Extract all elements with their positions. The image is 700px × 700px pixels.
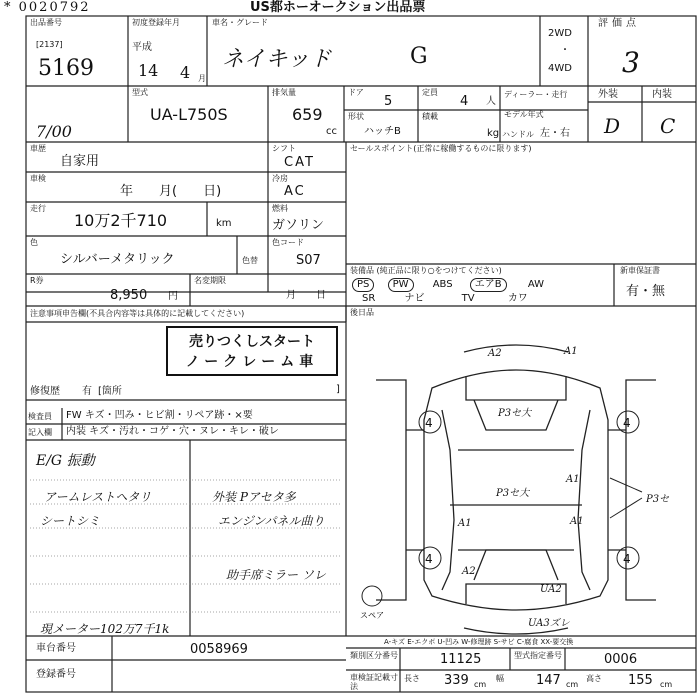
- doors-label: ドア: [348, 88, 364, 97]
- warranty-value: 有・無: [626, 284, 666, 299]
- length-unit: cm: [474, 680, 487, 689]
- hand-note-panel: エンジンパネル曲り: [218, 514, 325, 528]
- seats-label: 定員: [422, 88, 438, 97]
- repair-label: 修復歴: [30, 386, 60, 397]
- color-change-label: 色替: [242, 256, 258, 265]
- handwritten-scribble: 7/00: [36, 122, 72, 141]
- after-items-label: 後日品: [350, 308, 374, 317]
- aircon-label: 冷房: [272, 174, 288, 183]
- shape-label: 形状: [348, 112, 364, 121]
- type-label: 型式: [132, 88, 148, 97]
- width-value: 147: [536, 673, 561, 688]
- fuel-label: 燃料: [272, 204, 288, 213]
- mark-right-a1: A1: [566, 474, 580, 485]
- tire-front-right: 4: [623, 416, 631, 430]
- stamp-line1: 売りつくしスタート: [189, 334, 315, 350]
- recycle-value: 8,950: [110, 288, 148, 303]
- shape-value: ハッチB: [364, 126, 401, 137]
- displacement-value: 659: [292, 105, 323, 124]
- first-reg-month: 4: [180, 63, 191, 82]
- mark-roof-p3: P3セ大: [496, 488, 530, 499]
- exterior-value: D: [604, 114, 621, 138]
- interior-value: C: [660, 114, 676, 138]
- damage-legend: A-キズ E-エクボ U-凹み W-修理跡 S-サビ C-腐食 XX-要交換: [384, 638, 574, 646]
- drive-4wd: 4WD: [548, 63, 572, 74]
- load-unit: kg: [487, 128, 500, 139]
- first-reg-era: 平成: [132, 42, 152, 53]
- equip-aw: AW: [527, 279, 544, 290]
- seats-value: 4: [460, 94, 469, 109]
- equip-abs: ABS: [432, 279, 453, 290]
- mileage-label: 走行: [30, 204, 46, 213]
- equip-tv: TV: [461, 293, 475, 304]
- equip-airbag: エアB: [470, 278, 507, 292]
- height-unit: cm: [660, 680, 673, 689]
- model-cert-value: 0006: [604, 652, 638, 667]
- tire-rear-left: 4: [425, 552, 433, 566]
- handle-value: 左・右: [540, 128, 570, 139]
- seats-unit: 人: [486, 96, 496, 107]
- mark-front-a1: A1: [564, 346, 578, 357]
- spare-label: スペア: [360, 611, 384, 620]
- recycle-label: R券: [30, 276, 44, 285]
- score-value: 3: [622, 46, 640, 79]
- check1-text: FW キズ・凹み・ヒビ割・リペア跡・×要: [66, 410, 253, 421]
- model-grade: G: [410, 44, 428, 69]
- usage-label: 車歴: [30, 144, 46, 153]
- mark-rear-a2: A2: [462, 566, 476, 577]
- category-label: 類別区分番号: [350, 651, 398, 660]
- lot-label: 出品番号: [30, 18, 62, 27]
- hand-note-armrest: アームレストヘタリ: [44, 490, 152, 504]
- mark-right-rear-a1: A1: [570, 516, 584, 527]
- hand-note-mirror: 助手席ミラー ソレ: [226, 568, 326, 582]
- repair-bracket: [箇所: [98, 386, 122, 397]
- first-reg-year: 14: [138, 61, 159, 80]
- exterior-label: 外装: [598, 89, 618, 100]
- interior-label: 内装: [652, 89, 672, 100]
- width-unit: cm: [566, 680, 579, 689]
- first-reg-label: 初度登録年月: [132, 18, 180, 27]
- color-code-value: S07: [296, 253, 321, 268]
- color-code-label: 色コード: [272, 238, 304, 247]
- dealer-label: ディーラー・走行: [504, 90, 568, 99]
- model-cert-label: 型式指定番号: [514, 651, 562, 660]
- chassis-label: 車台番号: [36, 643, 76, 654]
- length-label: 長さ: [404, 674, 420, 683]
- tire-rear-right: 4: [623, 552, 631, 566]
- recycle-unit: 円: [168, 291, 178, 302]
- sales-point-label: セールスポイント(正常に稼働するものに限ります): [350, 144, 532, 153]
- shift-label: シフト: [272, 144, 296, 153]
- equip-pw: PW: [388, 278, 414, 292]
- name-change-text: 月 日: [286, 290, 326, 301]
- handle-label: ハンドル: [502, 130, 534, 139]
- tire-front-left: 4: [425, 416, 433, 430]
- model-label: 車名・グレード: [212, 18, 268, 27]
- mark-rear-ua2: UA2: [540, 584, 562, 595]
- mark-side-p3: P3セ: [646, 494, 670, 505]
- notes-label: 注意事項申告欄(不具合内容等は具体的に記載してください): [30, 309, 245, 318]
- lot-number: 5169: [38, 56, 94, 81]
- name-change-label: 名変期限: [194, 276, 226, 285]
- drive-dot: ・: [560, 45, 570, 56]
- aircon-value: AC: [284, 184, 306, 199]
- hand-note-seat: シートシミ: [40, 514, 101, 528]
- equipment-label: 装備品 (純正品に限り○をつけてください): [350, 266, 502, 275]
- doc-code: * 0020792: [4, 0, 91, 15]
- model-name: ネイキッド: [222, 47, 332, 72]
- hand-note-engine: E/G 振動: [36, 453, 95, 469]
- warranty-label: 新車保証書: [620, 266, 660, 275]
- mark-front-a2: A2: [488, 348, 502, 359]
- lot-code: [2137]: [36, 40, 63, 49]
- model-year-label: モデル年式: [504, 110, 544, 119]
- hand-note-meter: 現メーター102万7千1k: [40, 622, 170, 636]
- length-value: 339: [444, 673, 469, 688]
- doors-value: 5: [384, 94, 393, 109]
- reg-no-label: 登録番号: [36, 669, 76, 680]
- displacement-unit: cc: [326, 126, 337, 137]
- mark-left-a1: A1: [458, 518, 472, 529]
- mark-hood-p3: P3セ大: [498, 408, 532, 419]
- car-damage-diagram: [346, 340, 696, 636]
- fuel-value: ガソリン: [272, 218, 325, 233]
- mark-bumper-ua3: UA3ズレ: [528, 618, 570, 629]
- stamp-line2: ノークレーム車: [185, 354, 319, 370]
- load-label: 積載: [422, 112, 438, 121]
- drive-2wd: 2WD: [548, 28, 572, 39]
- hand-note-exterior: 外装 Pアセタ多: [212, 490, 296, 504]
- displacement-label: 排気量: [272, 88, 296, 97]
- height-label: 高さ: [586, 674, 602, 683]
- width-label: 幅: [496, 674, 504, 683]
- color-label: 色: [30, 238, 38, 247]
- usage-value: 自家用: [60, 154, 100, 169]
- color-value: シルバーメタリック: [60, 252, 175, 267]
- height-value: 155: [628, 673, 653, 688]
- score-label: 評価点: [598, 18, 640, 29]
- equip-navi: ナビ: [404, 293, 425, 304]
- equip-sr: SR: [362, 293, 376, 304]
- mileage-value: 10万2千710: [74, 211, 168, 230]
- repair-close: ]: [336, 384, 340, 395]
- first-reg-month-unit: 月: [198, 74, 206, 83]
- repair-value: 有: [82, 386, 92, 397]
- chassis-value: 0058969: [190, 642, 248, 657]
- category-value: 11125: [440, 652, 482, 667]
- type-value: UA-L750S: [150, 105, 228, 124]
- equip-leather: カワ: [507, 293, 528, 304]
- mileage-unit: km: [216, 218, 232, 229]
- check2-text: 内装 キズ・汚れ・コゲ・穴・ヌレ・キレ・破レ: [66, 426, 279, 437]
- doc-title: US都ホーオークション出品票: [250, 0, 426, 15]
- check1-label: 検査員: [28, 412, 52, 421]
- check2-label: 記入欄: [28, 428, 52, 437]
- equip-ps: PS: [352, 278, 374, 292]
- shift-value: CAT: [284, 155, 315, 170]
- dims-label: 車検証記載寸法: [350, 673, 398, 691]
- inspection-label: 車検: [30, 174, 46, 183]
- inspection-text: 年 月( 日): [120, 184, 222, 199]
